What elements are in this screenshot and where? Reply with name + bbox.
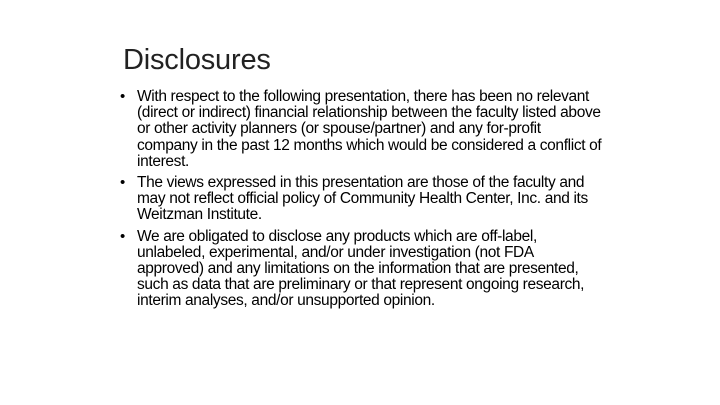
- bullet-list: [119, 89, 603, 315]
- bullet-dot-icon: •: [120, 227, 125, 245]
- bullet-dot-icon: •: [120, 88, 125, 105]
- bullet-text: The views expressed in this presentation are those of the faculty and may not reflect official policy of Community Health Center, Inc. and its Weitzman Institute.: [137, 174, 588, 224]
- bullet-item: [119, 175, 603, 224]
- bullet-dot-icon: •: [120, 174, 125, 192]
- slide-title: Disclosures: [123, 44, 271, 76]
- bullet-text: With respect to the following presentation, there has been no relevant (direct or indirect) financial relationship between the faculty listed above or other activity planners (or spouse/partner) and any for-profit company in the past 12 months which would be considered a conflict of interest.: [137, 88, 602, 170]
- bullet-item: [119, 229, 603, 310]
- bullet-item: [119, 89, 603, 170]
- bullet-text: We are obligated to disclose any products which are off-label, unlabeled, experimental, and/or under investigation (not FDA approved) and any limitations on the information that are presented, such as data that are preliminary or that represent ongoing research, interim analyses, and/or unsupported opinion.: [137, 227, 585, 310]
